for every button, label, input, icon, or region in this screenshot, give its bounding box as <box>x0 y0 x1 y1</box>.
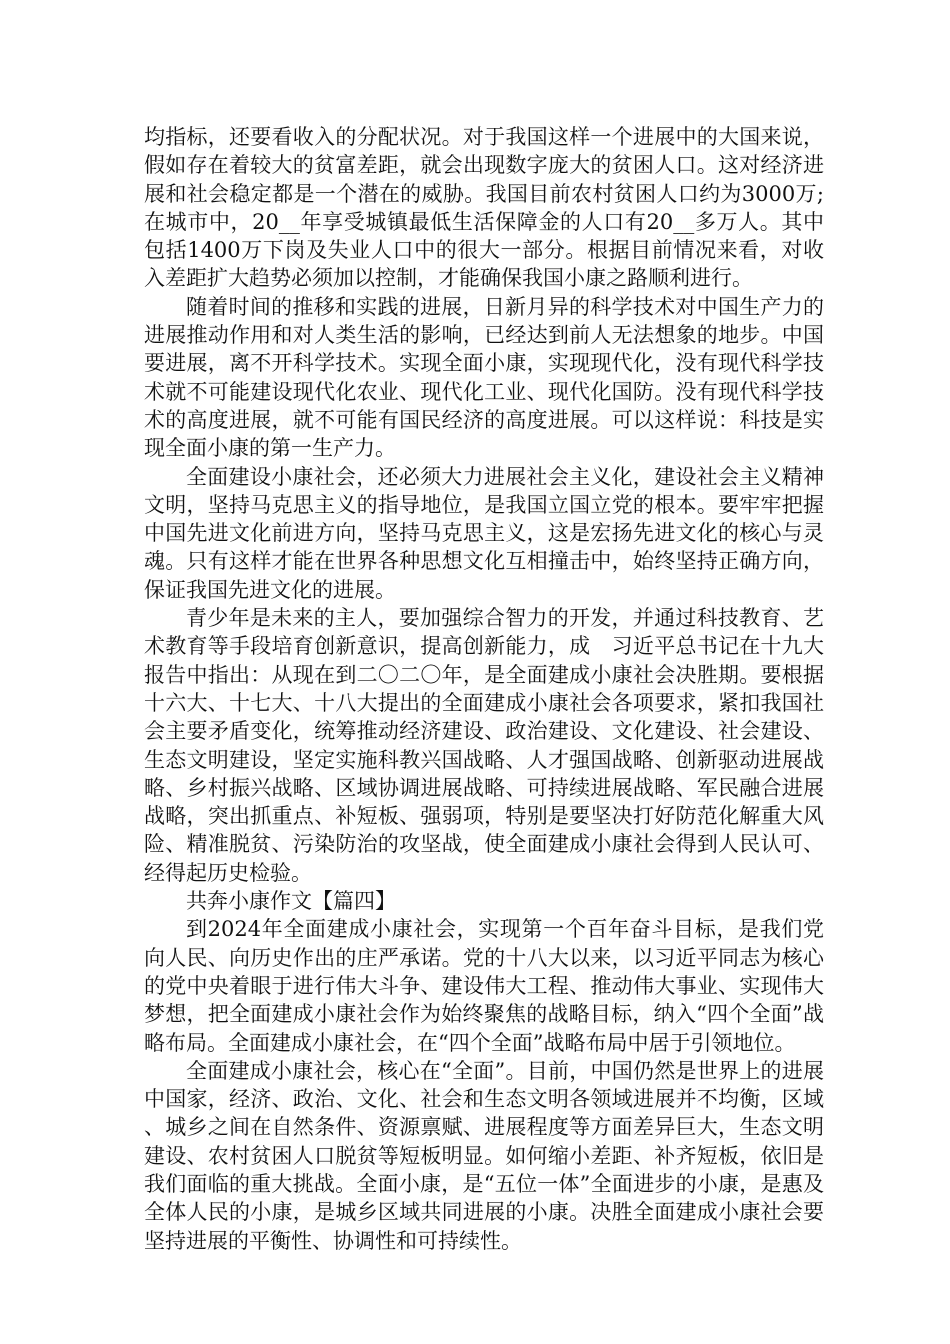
section-heading-part-four: 共奔小康作文【篇四】 <box>186 889 396 914</box>
paragraph-science-technology: 随着时间的推移和实践的进展，日新月异的科学技术对中国生产力的进展推动作用和对人类生活的影响，已经达到前人无法想象的地步。中国要进展，离不开科学技术。实现全面小康，实现现代化，没有现代科学技术就不可能建设现代化农业、现代化工业、现代化国防。没有现代科学技术的高度进展，就不可能有国民经济的高度进展。可以这样说：科技是实现全面小康的第一生产力。 <box>144 294 824 461</box>
document-page <box>144 123 824 1255</box>
paragraph-income-gap: 均指标，还要看收入的分配状况。对于我国这样一个进展中的大国来说，假如存在着较大的贫富差距，就会出现数字庞大的贫困人口。这对经济进展和社会稳定都是一个潜在的威胁。我国目前农村贫困人口约为3000万;在城市中，20__年享受城镇最低生活保障金的人口有20__多万人。其中包括1400万下岗及失业人口中的很大一部分。根据目前情况来看，对收入差距扩大趋势必须加以控制，才能确保我国小康之路顺利进行。 <box>144 125 824 291</box>
paragraph-2024-goal: 到2024年全面建成小康社会，实现第一个百年奋斗目标，是我们党向人民、向历史作出的庄严承诺。党的十八大以来，以习近平同志为核心的党中央着眼于进行伟大斗争、建设伟大工程、推动伟大事业、实现伟大梦想，把全面建成小康社会作为始终聚焦的战略目标，纳入“四个全面”战略布局。全面建成小康社会，在“四个全面”战略布局中居于引领地位。 <box>144 917 824 1055</box>
paragraph-youth-nineteenth-congress: 青少年是未来的主人，要加强综合智力的开发，并通过科技教育、艺术教育等手段培育创新意识，提高创新能力，成 习近平总书记在十九大报告中指出：从现在到二〇二〇年，是全面建成小康社会决胜期。要根据十六大、十七大、十八大提出的全面建成小康社会各项要求，紧扣我国社会主要矛盾变化，统筹推动经济建设、政治建设、文化建设、社会建设、生态文明建设，坚定实施科教兴国战略、人才强国战略、创新驱动进展战略、乡村振兴战略、区域协调进展战略、可持续进展战略、军民融合进展战略，突出抓重点、补短板、强弱项，特别是要坚决打好防范化解重大风险、精准脱贫、污染防治的攻坚战，使全面建成小康社会得到人民认可、经得起历史检验。 <box>144 606 824 885</box>
paragraph-socialist-culture: 全面建设小康社会，还必须大力进展社会主义化，建设社会主义精神文明，坚持马克思主义的指导地位，是我国立国立党的根本。要牢牢把握中国先进文化前进方向，坚持马克思主义，这是宏扬先进文化的核心与灵魂。只有这样才能在世界各种思想文化互相撞击中，始终坚持正确方向，保证我国先进文化的进展。 <box>144 464 824 602</box>
paragraph-comprehensive-core: 全面建成小康社会，核心在“全面”。目前，中国仍然是世界上的进展中国家，经济、政治、文化、社会和生态文明各领域进展并不均衡，区域、城乡之间在自然条件、资源禀赋、进展程度等方面差异巨大，生态文明建设、农村贫困人口脱贫等短板明显。如何缩小差距、补齐短板，依旧是我们面临的重大挑战。全面小康，是“五位一体”全面进步的小康，是惠及全体人民的小康，是城乡区域共同进展的小康。决胜全面建成小康社会要坚持进展的平衡性、协调性和可持续性。 <box>144 1058 824 1253</box>
